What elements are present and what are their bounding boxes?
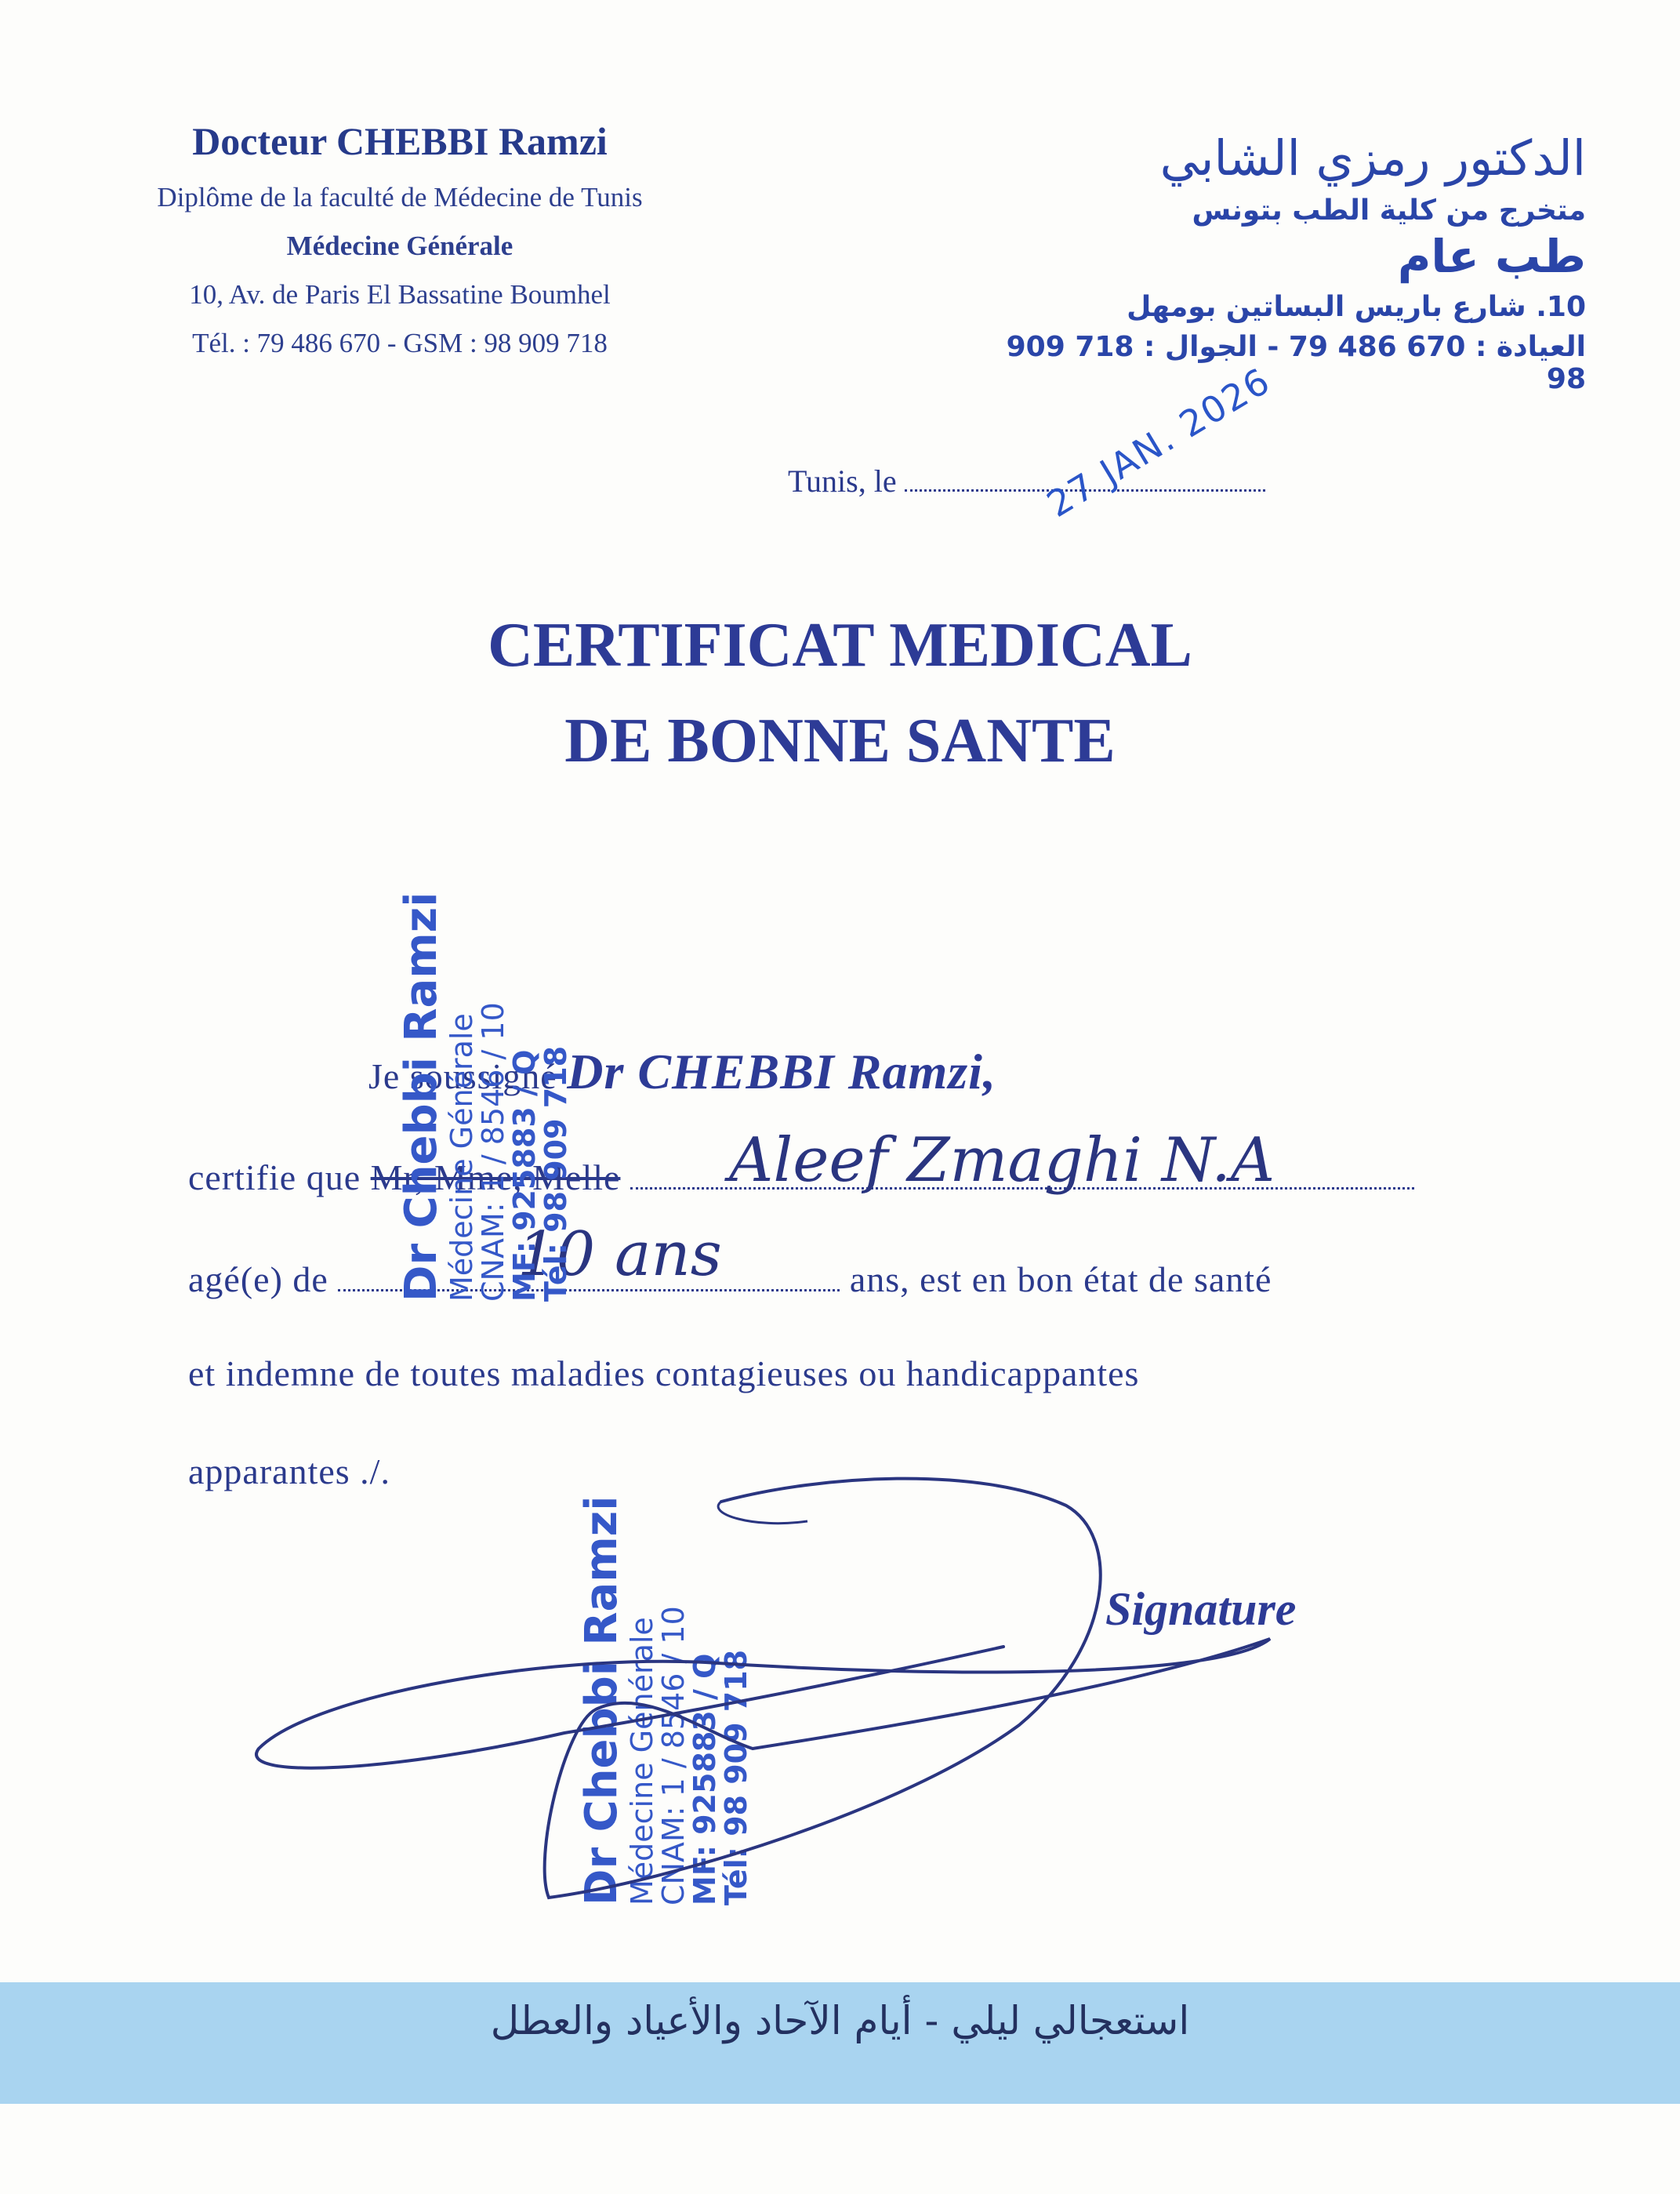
age-label: agé(e) de (188, 1259, 328, 1299)
doctor-name-ar: الدكتور رمزي الشابي (1159, 129, 1586, 187)
stamp-mf: MF: 925883 / Q (506, 1049, 542, 1302)
specialty-fr: Médecine Générale (286, 231, 513, 261)
intro-text: Je soussigné (368, 1056, 557, 1096)
title-line-2: DE BONNE SANTE (564, 707, 1116, 776)
phones-ar: العيادة : 670 486 79 - الجوال : 718 909 98 (1006, 331, 1586, 395)
body-line-4: et indemne de toutes maladies contagieuses ou handicappantes (188, 1353, 1140, 1393)
stamp-cnam: CNAM: 1 / 8546 / 10 (475, 1002, 510, 1302)
stamp-tel: Tél: 98 909 718 (718, 1649, 753, 1905)
intro-comma: , (982, 1044, 996, 1099)
footer-text: استعجالي ليلي - أيام الآحاد والأعياد والعطل (490, 1998, 1190, 2043)
title-line-1: CERTIFICAT MEDICAL (488, 611, 1192, 680)
diploma-fr: Diplôme de la faculté de Médecine de Tunis (157, 182, 643, 212)
specialty-ar: طب عام (1397, 230, 1586, 283)
doctor-name-fr: Docteur CHEBBI Ramzi (192, 119, 608, 163)
stamp-specialty: Médecine Générale (625, 1617, 659, 1905)
patient-name-handwritten: Aleef Zmaghi N.A (729, 1125, 1275, 1196)
stamp-tel: Tél: 98 909 718 (538, 1045, 573, 1302)
honorifics-struck: Mr, Mme, Melle (370, 1157, 621, 1197)
body-line-5: apparantes ./. (188, 1451, 390, 1491)
signature-label: Signature (1105, 1583, 1297, 1635)
date-label: Tunis, le (788, 463, 897, 499)
address-ar: 10. شارع باريس البساتين بومهل (1127, 291, 1586, 323)
stamp-name: Dr Chebbi Ramzi (576, 1495, 627, 1905)
diploma-ar: متخرج من كلية الطب بتونس (1192, 194, 1586, 227)
date-stamp: 27 JAN. 2026 (1040, 358, 1279, 526)
stamp-specialty: Médecine Générale (444, 1013, 479, 1302)
certifie-text: certifie que (188, 1157, 361, 1197)
age-handwritten: 10 ans (517, 1219, 722, 1290)
age-suffix: ans, est en bon état de santé (849, 1259, 1272, 1299)
address-fr: 10, Av. de Paris El Bassatine Boumhel (189, 279, 611, 310)
phones-fr: Tél. : 79 486 670 - GSM : 98 909 718 (192, 328, 608, 358)
stamp-cnam: CNAM: 1 / 8546 / 10 (655, 1606, 691, 1905)
stamp-name: Dr Chebbi Ramzi (396, 892, 447, 1302)
doctor-name-body: Dr CHEBBI Ramzi (567, 1044, 983, 1099)
stamp-mf: MF: 925883 / Q (687, 1653, 722, 1905)
